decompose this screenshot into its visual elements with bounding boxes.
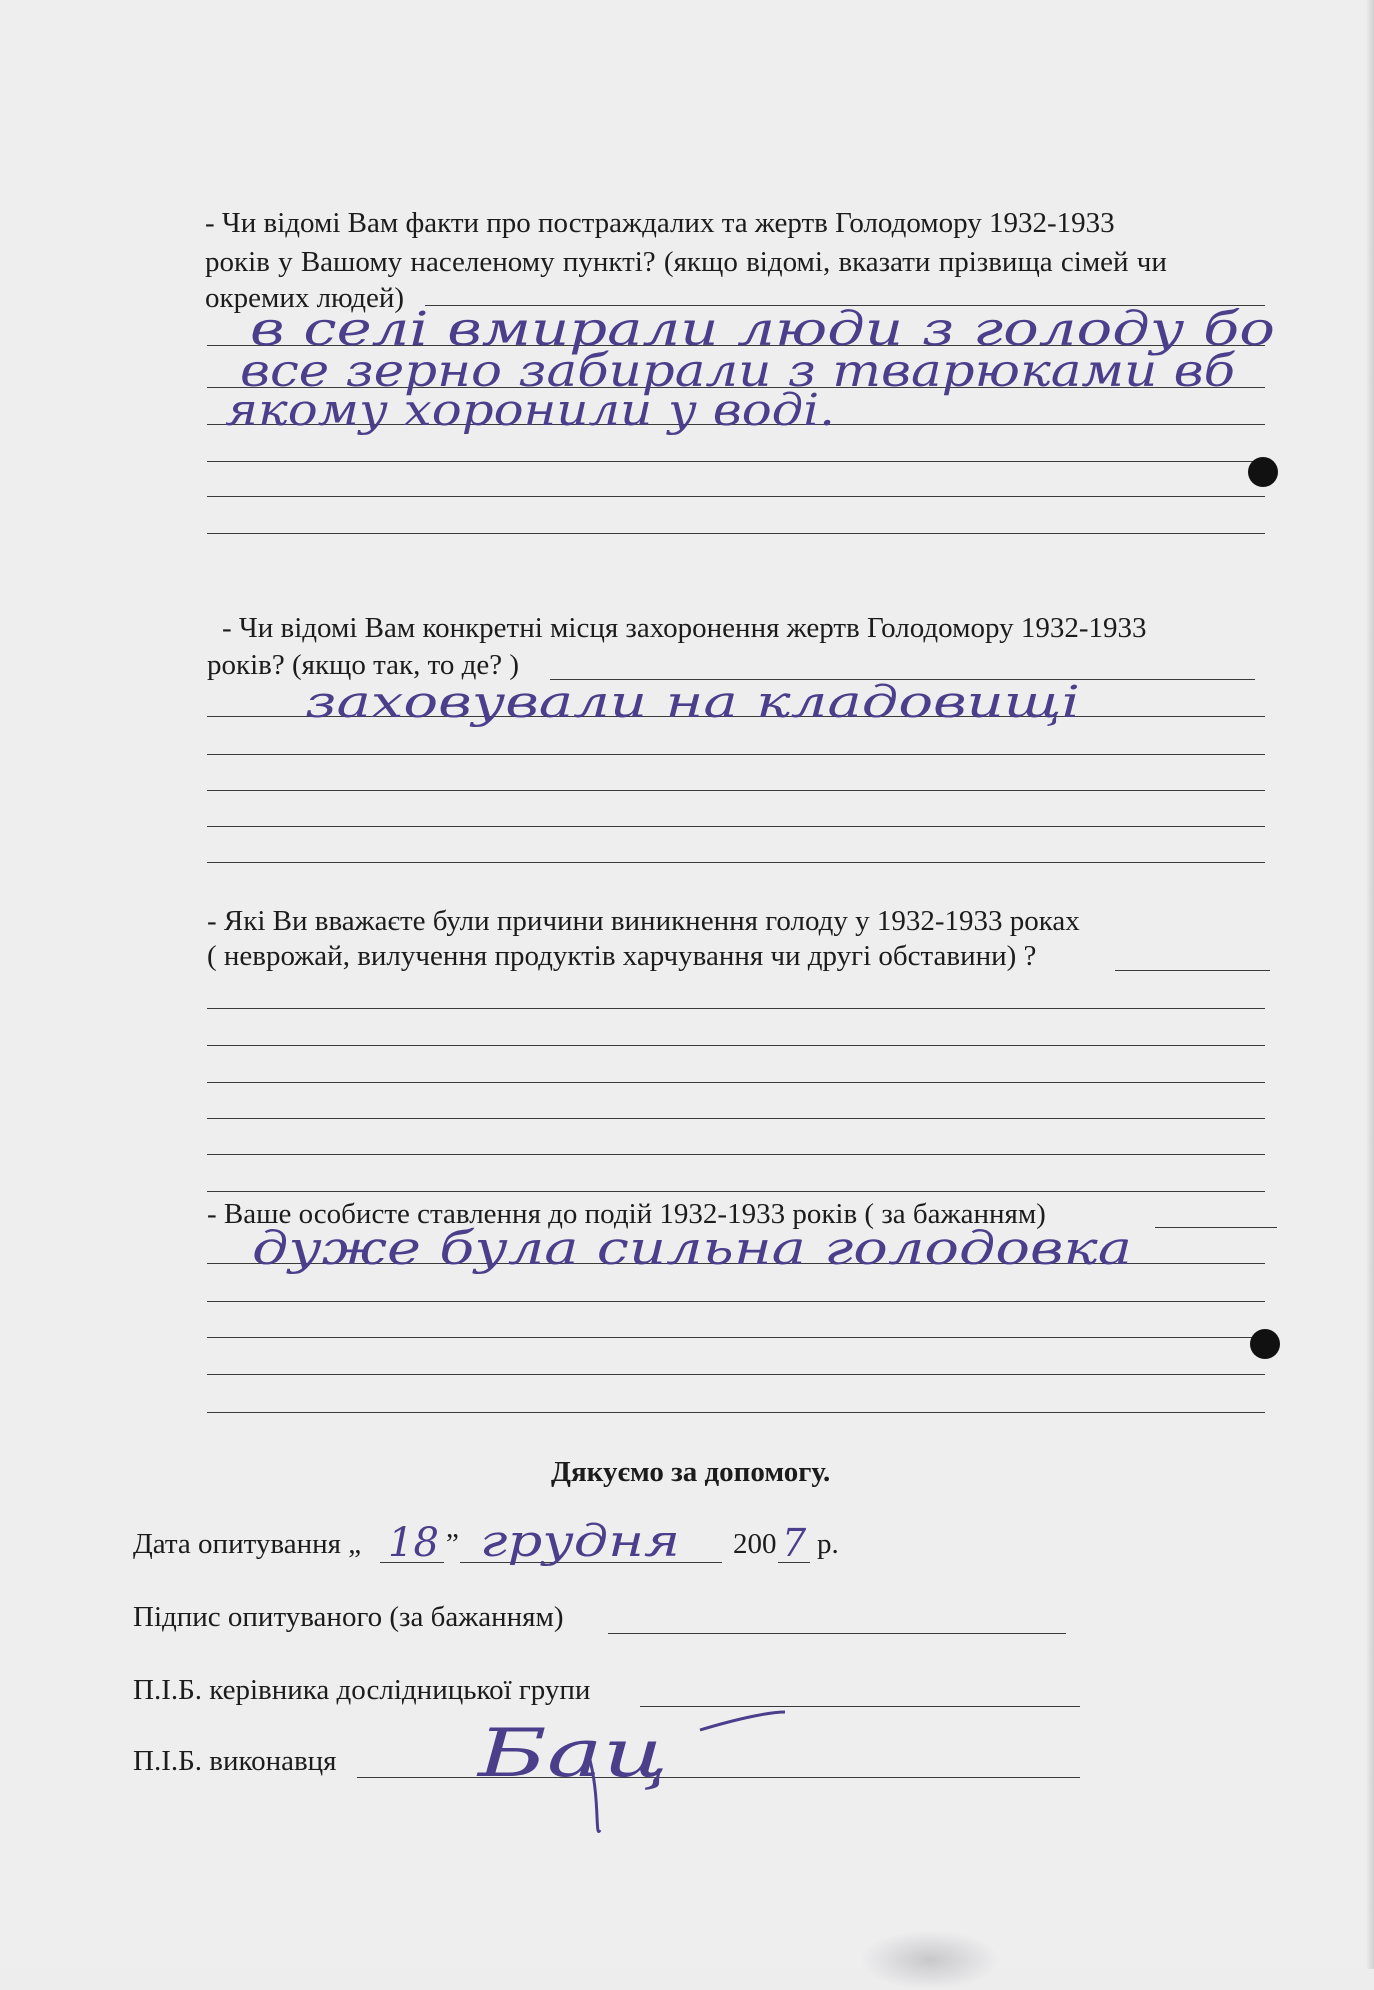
- question-4-line-1: - Ваше особисте ставлення до подій 1932-1933 років ( за бажанням): [207, 1198, 1046, 1230]
- answer-1-line-5: [207, 496, 1265, 497]
- date-day-handwritten: 18: [388, 1520, 439, 1566]
- answer-3-line-0: [1115, 970, 1270, 971]
- group-leader-line: [640, 1706, 1080, 1707]
- thanks-heading: Дякуємо за допомогу.: [551, 1456, 831, 1488]
- answer-2-line-3: [207, 790, 1265, 791]
- answer-2-handwritten: заховували на кладовищі: [305, 677, 1080, 728]
- scan-shadow: [860, 1930, 1000, 1990]
- punch-hole-top: [1248, 457, 1278, 487]
- answer-3-line-5: [207, 1154, 1265, 1155]
- answer-2-line-4: [207, 826, 1265, 827]
- question-3-line-2: ( неврожай, вилучення продуктів харчування чи другі обставини) ?: [207, 940, 1037, 972]
- answer-3-line-4: [207, 1118, 1265, 1119]
- respondent-signature-line: [608, 1633, 1066, 1634]
- question-1-line-2: років у Вашому населеному пункті? (якщо відомі, вказати прізвища сімей чи: [205, 246, 1167, 278]
- answer-1-line-1: [207, 345, 1265, 346]
- executor-signature-text: Бац: [475, 1715, 668, 1792]
- date-month-handwritten: грудня: [480, 1516, 680, 1567]
- respondent-signature-label: Підпис опитуваного (за бажанням): [133, 1601, 564, 1633]
- question-2-line-1: - Чи відомі Вам конкретні місця захоронення жертв Голодомору 1932-1933: [222, 612, 1147, 644]
- date-year-line: [778, 1562, 810, 1563]
- executor-signature: [475, 1712, 785, 1832]
- answer-1-line-4: [207, 461, 1265, 462]
- executor-label: П.І.Б. виконавця: [133, 1745, 337, 1777]
- group-leader-label: П.І.Б. керівника дослідницької групи: [133, 1674, 591, 1706]
- answer-1-handwritten-1: в селі вмирали люди з голоду бо: [250, 302, 1275, 357]
- answer-3-line-2: [207, 1045, 1265, 1046]
- date-quote-close: ”: [446, 1528, 459, 1560]
- answer-4-line-5: [207, 1412, 1265, 1413]
- date-label: Дата опитування „: [133, 1528, 362, 1560]
- answer-4-line-1: [207, 1263, 1265, 1264]
- date-year-handwritten: 7: [782, 1521, 807, 1565]
- answer-4-handwritten: дуже була сильна голодовка: [252, 1221, 1132, 1275]
- answer-1-handwritten-3: якому хоронили у воді.: [225, 385, 835, 436]
- answer-1-line-3: [207, 424, 1265, 425]
- answer-1-handwritten-2: все зерно забирали з тварюками вб: [240, 344, 1236, 397]
- date-day-line: [380, 1562, 444, 1563]
- answer-1-line-0: [425, 305, 1265, 306]
- answer-2-line-0: [550, 679, 1255, 680]
- answer-3-line-6: [207, 1191, 1265, 1192]
- answer-4-line-0: [1155, 1227, 1277, 1228]
- question-2-line-2: років? (якщо так, то де? ): [207, 649, 520, 681]
- answer-3-line-3: [207, 1082, 1265, 1083]
- question-1-line-1: - Чи відомі Вам факти про постраждалих та жертв Голодомору 1932-1933: [205, 207, 1115, 239]
- question-1-line-3: окремих людей): [205, 282, 405, 314]
- question-3-line-1: - Які Ви вважаєте були причини виникнення голоду у 1932-1933 роках: [207, 905, 1080, 937]
- executor-line: [357, 1777, 1080, 1778]
- answer-1-line-6: [207, 533, 1265, 534]
- answer-2-line-2: [207, 754, 1265, 755]
- answer-4-line-3: [207, 1337, 1265, 1338]
- punch-hole-bottom: [1250, 1329, 1280, 1359]
- date-month-line: [460, 1562, 722, 1563]
- date-year-prefix: 200: [733, 1528, 777, 1560]
- page-edge: [1366, 0, 1374, 1969]
- answer-1-line-2: [207, 387, 1265, 388]
- answer-2-line-5: [207, 862, 1265, 863]
- answer-2-line-1: [207, 716, 1265, 717]
- date-suffix: р.: [817, 1528, 839, 1560]
- answer-4-line-2: [207, 1301, 1265, 1302]
- answer-4-line-4: [207, 1374, 1265, 1375]
- answer-3-line-1: [207, 1008, 1265, 1009]
